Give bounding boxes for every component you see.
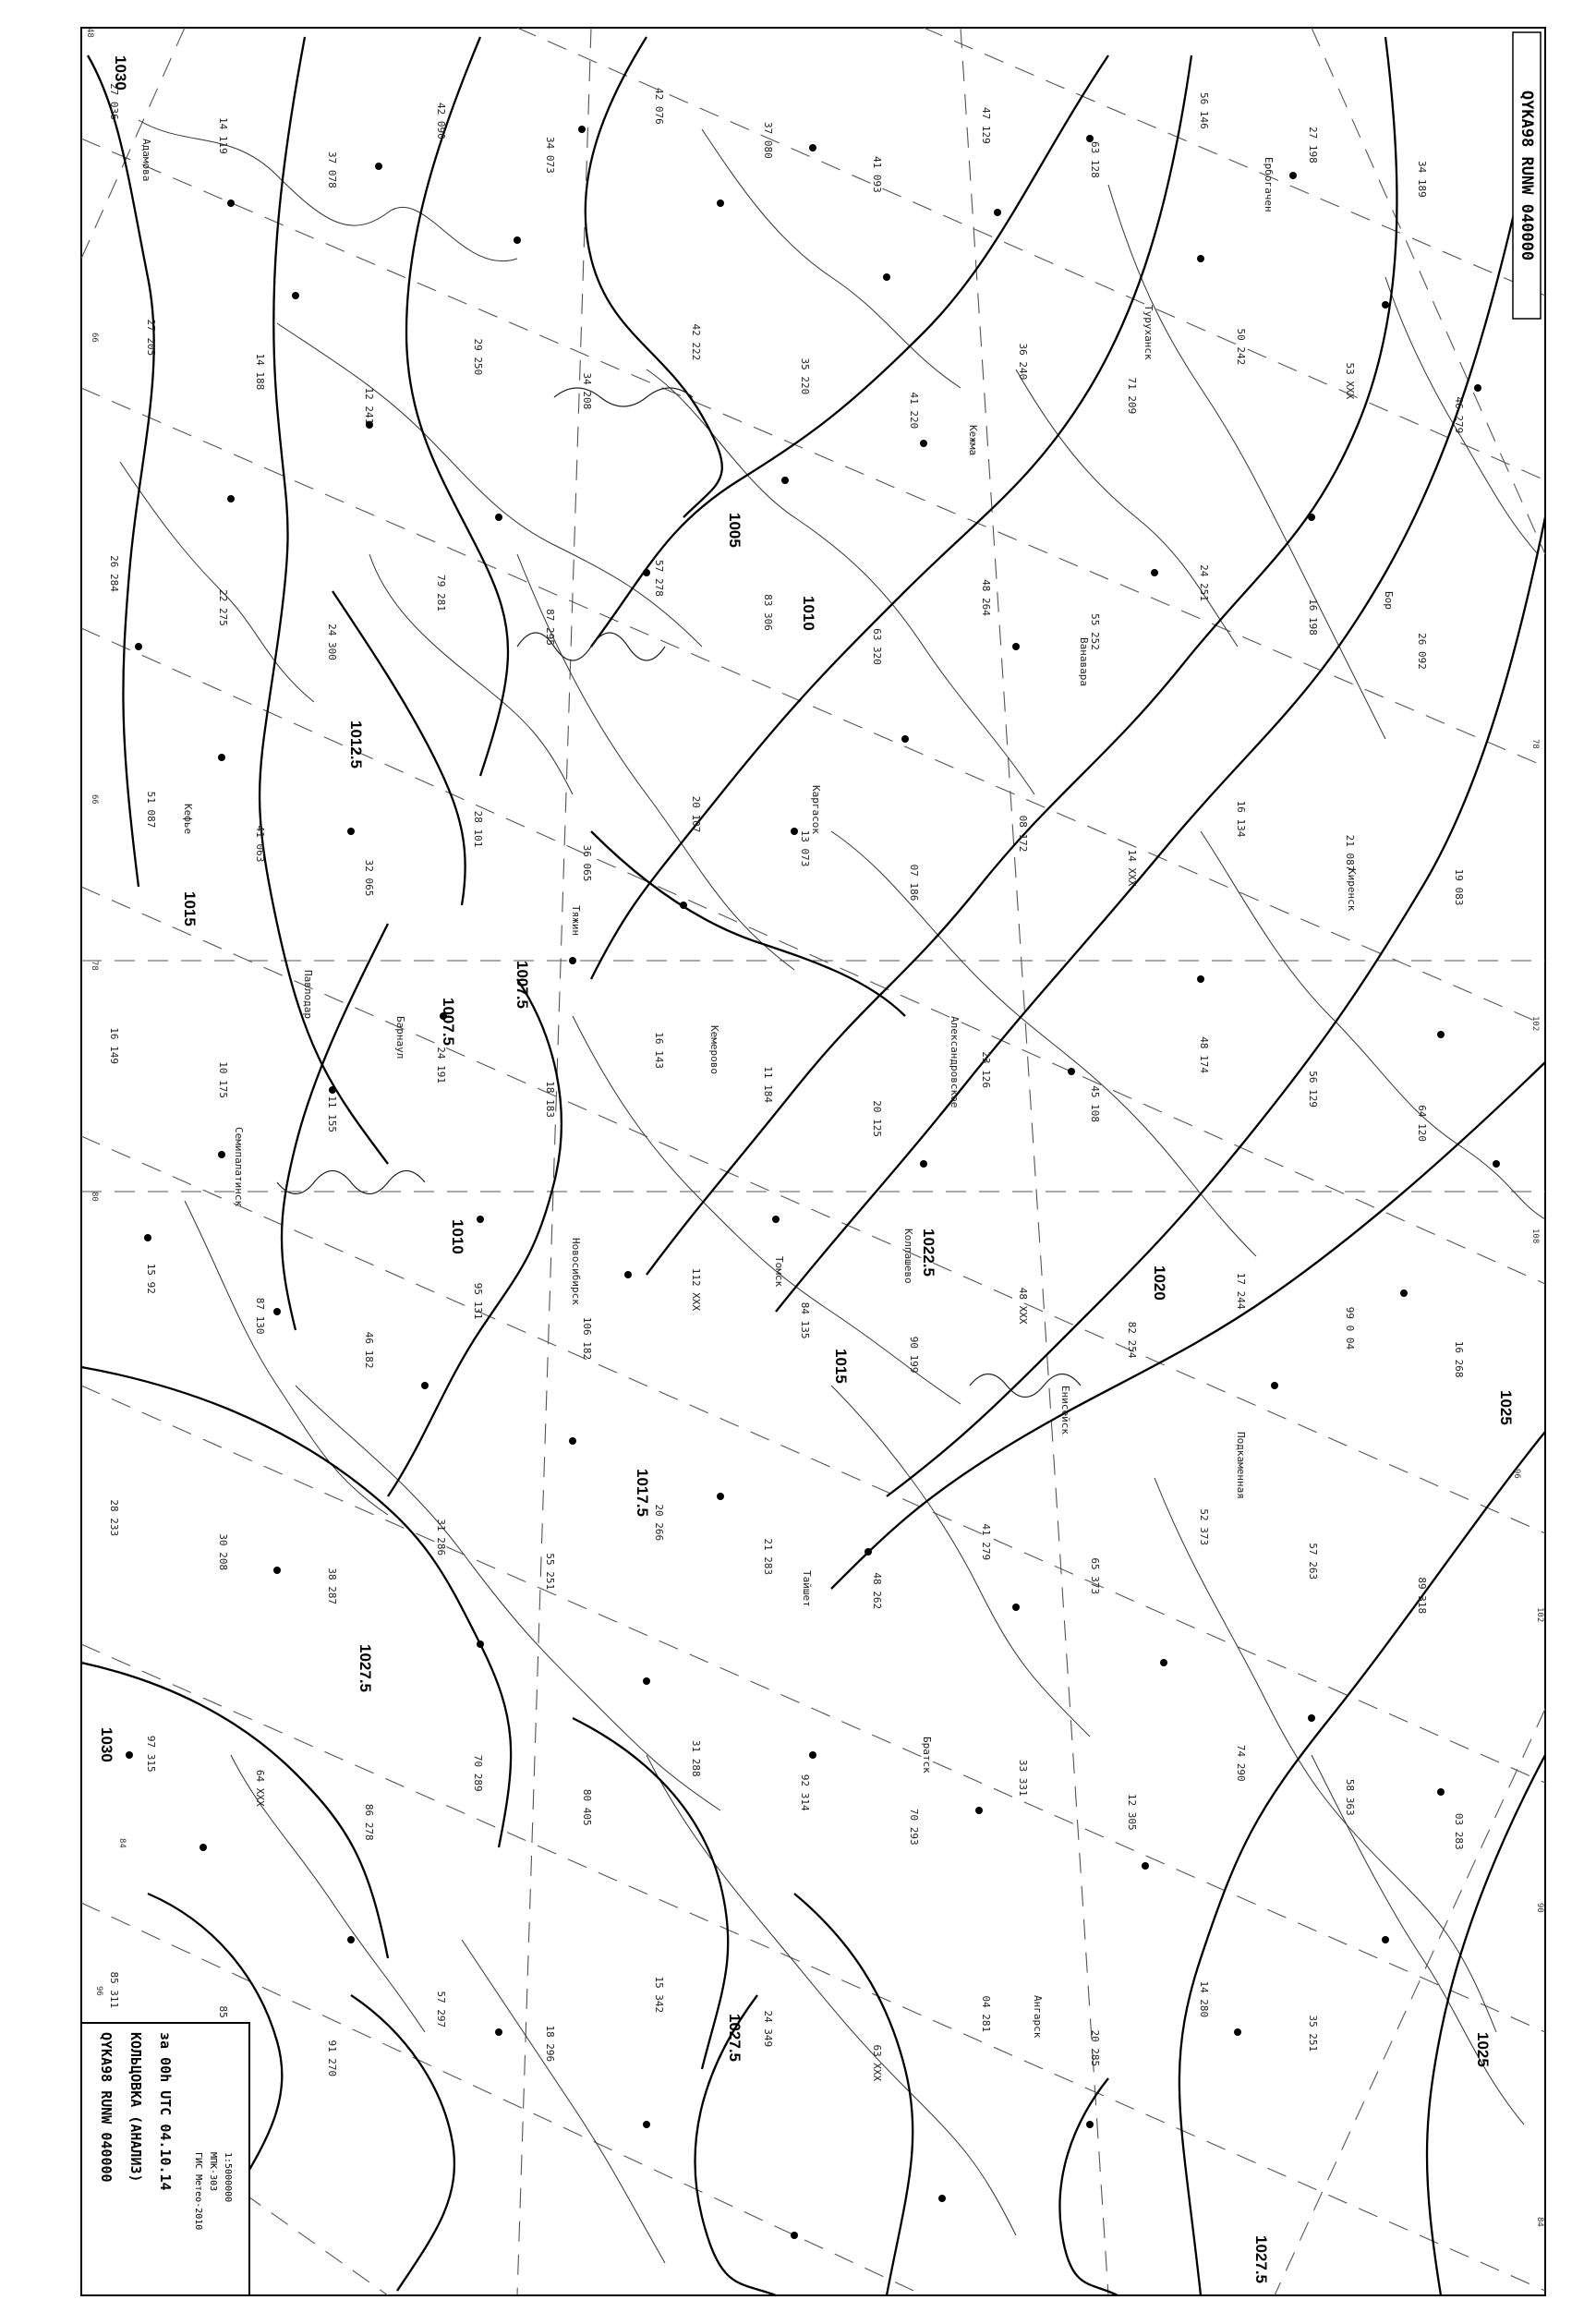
station-code: 41 279 xyxy=(980,1523,992,1561)
station-code: 30 208 xyxy=(217,1533,229,1571)
header-top-code: QYKA98 RUNW 040000 xyxy=(1517,90,1536,261)
station-code: 41 093 xyxy=(871,156,883,193)
station-code: 86 278 xyxy=(363,1803,375,1841)
place-name: Колпашево xyxy=(902,1229,914,1284)
station-code: 28 101 xyxy=(472,810,484,848)
isobar-label: 1017.5 xyxy=(634,1469,651,1517)
station-code: 35 251 xyxy=(1307,2015,1319,2052)
place-name: Ербогачен xyxy=(1263,157,1275,212)
station-code: 14 280 xyxy=(1198,1980,1210,2018)
station-code: 57 263 xyxy=(1307,1543,1319,1580)
station-code: 11 184 xyxy=(762,1066,774,1103)
edge-number: 78 xyxy=(1530,739,1540,749)
station-code: 34 073 xyxy=(544,137,556,174)
isobar-label: 1022.5 xyxy=(920,1229,937,1277)
title-block xyxy=(81,2023,249,2295)
station-code: 91 270 xyxy=(326,2040,338,2077)
station-code: 27 198 xyxy=(1307,127,1319,163)
station-code: 99 0 04 xyxy=(1344,1306,1356,1350)
station-code: 53 XXX xyxy=(1344,362,1356,400)
station-code: 19 083 xyxy=(1453,868,1465,906)
station-code: 70 293 xyxy=(908,1808,920,1846)
isobar-label: 1012.5 xyxy=(347,720,365,769)
isobar-label: 1027.5 xyxy=(357,1644,374,1692)
station-code: 31 288 xyxy=(690,1739,702,1777)
station-code: 56 129 xyxy=(1307,1071,1319,1108)
edge-number: 102 xyxy=(1535,1607,1544,1623)
station-code: 20 266 xyxy=(653,1504,665,1542)
station-code: 21 087 xyxy=(1344,834,1356,872)
station-code: 38 287 xyxy=(326,1568,338,1605)
station-code: 74 290 xyxy=(1235,1744,1247,1782)
place-name: Барнаул xyxy=(394,1016,406,1059)
station-code: 58 363 xyxy=(1344,1778,1356,1816)
place-name: Подкаменная xyxy=(1235,1432,1247,1499)
place-name: Павлодар xyxy=(302,970,314,1019)
place-name: Новосибирск xyxy=(570,1238,582,1305)
isobar-label: 1027.5 xyxy=(1252,2235,1270,2283)
station-code: 42 090 xyxy=(435,103,447,139)
station-markers xyxy=(126,126,1500,2239)
station-code: 26 092 xyxy=(1416,633,1428,670)
station-code: 41 220 xyxy=(908,392,920,430)
station-code: 47 129 xyxy=(980,107,992,144)
place-name: Кефье xyxy=(182,804,194,835)
place-name: Кемерово xyxy=(708,1025,720,1074)
station-code: 48 264 xyxy=(980,579,992,616)
map-text-layer xyxy=(85,28,1544,2283)
station-code: 10 175 xyxy=(217,1061,229,1098)
station-code: 14 XXX xyxy=(1126,849,1138,887)
map-frame xyxy=(81,28,1545,2295)
edge-number: 66 xyxy=(90,333,99,343)
station-code: 03 283 xyxy=(1453,1812,1465,1850)
title-meta-2: 1:5000000 xyxy=(223,2152,233,2203)
header-top-box xyxy=(1513,32,1541,319)
station-code: 92 314 xyxy=(799,1773,811,1811)
isobar-label: 1027.5 xyxy=(726,2014,744,2062)
place-name: Ангарск xyxy=(1032,1995,1044,2039)
place-name: Кежма xyxy=(967,425,979,456)
station-code: 29 250 xyxy=(472,338,484,376)
station-code: 80 405 xyxy=(581,1788,593,1826)
station-code: 52 373 xyxy=(1198,1508,1210,1546)
station-code: 45 108 xyxy=(1089,1085,1101,1122)
station-code: 35 220 xyxy=(799,357,811,395)
title-meta-0: ГИС Метео-2010 xyxy=(193,2152,203,2231)
station-code: 16 134 xyxy=(1235,800,1247,838)
station-code: 16 143 xyxy=(653,1032,665,1069)
station-code: 12 305 xyxy=(1126,1793,1138,1831)
title-name: КОЛЬЦОВКА (АНАЛИЗ) xyxy=(127,2032,144,2183)
station-code: 27 205 xyxy=(145,319,157,357)
station-code: 16 268 xyxy=(1453,1340,1465,1378)
station-code: 95 131 xyxy=(472,1282,484,1320)
isobar-label: 1025 xyxy=(1497,1390,1515,1425)
station-code: 106 182 xyxy=(581,1316,593,1361)
isobar-label: 1015 xyxy=(832,1349,850,1384)
station-code: 79 281 xyxy=(435,575,447,611)
edge-number: 80 xyxy=(90,1192,99,1202)
station-code: 20 107 xyxy=(690,795,702,833)
station-code: 41 063 xyxy=(254,825,266,863)
station-code: 27 036 xyxy=(108,83,120,120)
station-code: 55 252 xyxy=(1089,613,1101,650)
station-code: 24 191 xyxy=(435,1047,447,1083)
place-name: Адамова xyxy=(140,139,152,182)
station-code: 50 242 xyxy=(1235,328,1247,366)
station-code: 07 186 xyxy=(908,864,920,902)
edge-number: 108 xyxy=(1530,1229,1540,1244)
station-code: 33 331 xyxy=(1017,1759,1029,1797)
place-name: Александровское xyxy=(949,1016,961,1108)
place-name: Братск xyxy=(921,1737,933,1773)
isobar-label: 1010 xyxy=(449,1219,466,1254)
isobar-label: 1025 xyxy=(1474,2032,1492,2067)
station-code: 89 318 xyxy=(1416,1577,1428,1615)
edge-number: 84 xyxy=(1535,2217,1544,2227)
station-code: 82 254 xyxy=(1126,1321,1138,1359)
place-name: Семипалатинск xyxy=(233,1127,245,1207)
station-code: 20 285 xyxy=(1089,2029,1101,2067)
station-code: 87 295 xyxy=(544,609,556,646)
station-code: 48 XXX xyxy=(1017,1287,1029,1325)
station-code: 17 244 xyxy=(1235,1272,1247,1310)
station-code: 16 198 xyxy=(1307,599,1319,636)
graticule xyxy=(81,28,1545,2295)
isobars xyxy=(81,37,1545,2295)
station-code: 71 209 xyxy=(1126,377,1138,415)
isobar-label: 1030 xyxy=(98,1727,115,1762)
station-code: 42 076 xyxy=(653,88,665,125)
station-code: 64 XXX xyxy=(254,1769,266,1807)
station-code: 14 188 xyxy=(254,353,266,391)
station-code: 14 119 xyxy=(217,117,229,154)
edge-number: 66 xyxy=(90,794,99,805)
edge-number: 102 xyxy=(1530,1016,1540,1032)
station-code: 18 183 xyxy=(544,1081,556,1118)
station-code: 26 284 xyxy=(108,555,120,592)
station-code: 51 087 xyxy=(145,791,157,829)
station-code: 11 155 xyxy=(326,1096,338,1132)
station-code: 55 251 xyxy=(544,1553,556,1591)
isobar-label: 1007.5 xyxy=(514,961,531,1009)
place-name: Томск xyxy=(773,1256,785,1288)
station-code: 22 275 xyxy=(217,589,229,626)
station-code: 23 126 xyxy=(980,1051,992,1088)
station-code: 48 262 xyxy=(871,1572,883,1610)
station-code: 90 199 xyxy=(908,1336,920,1374)
station-code: 08 172 xyxy=(1017,815,1029,853)
station-code: 31 286 xyxy=(435,1519,447,1556)
station-code: 32 065 xyxy=(363,859,375,897)
station-code: 15 92 xyxy=(145,1263,157,1294)
station-code: 63 320 xyxy=(871,628,883,665)
station-code: 87 130 xyxy=(254,1297,266,1335)
station-code: 36 065 xyxy=(581,844,593,882)
station-code: 37 078 xyxy=(326,151,338,188)
station-code: 20 125 xyxy=(871,1100,883,1137)
edge-number: 96 xyxy=(94,1986,103,1996)
isobar-label: 1005 xyxy=(726,513,744,548)
isobar-label: 1015 xyxy=(181,891,199,926)
edge-number: 90 xyxy=(1535,1903,1544,1913)
station-code: 16 149 xyxy=(108,1027,120,1064)
title-meta-1: МПК-303 xyxy=(208,2152,218,2192)
edge-number: 48 xyxy=(85,28,94,38)
isobar-label: 1007.5 xyxy=(440,998,457,1046)
title-time: за 00h UTC 04.10.14 xyxy=(157,2032,174,2191)
station-code: 37 080 xyxy=(762,122,774,159)
station-code: 18 296 xyxy=(544,2025,556,2063)
station-code: 57 297 xyxy=(435,1991,447,2028)
place-name: Киренск xyxy=(1346,868,1358,912)
place-name: Тайшет xyxy=(801,1570,813,1607)
station-code: 34 189 xyxy=(1416,161,1428,198)
station-code: 36 240 xyxy=(1017,343,1029,381)
edge-number: 96 xyxy=(1512,1469,1521,1479)
station-code: 42 222 xyxy=(690,323,702,361)
place-name: Енисейск xyxy=(1059,1386,1071,1434)
isobar-label: 1010 xyxy=(800,596,817,631)
station-code: 34 208 xyxy=(581,372,593,410)
place-name: Ванавара xyxy=(1078,637,1090,686)
edge-number: 84 xyxy=(117,1838,127,1848)
station-code: 97 315 xyxy=(145,1735,157,1773)
station-code: 46 279 xyxy=(1453,396,1465,434)
title-code: QYKA98 RUNW 040000 xyxy=(98,2032,115,2183)
station-code: 46 182 xyxy=(363,1331,375,1369)
station-code: 24 349 xyxy=(762,2010,774,2048)
isobar-label: 1020 xyxy=(1151,1265,1168,1301)
station-code: 63 128 xyxy=(1089,141,1101,178)
station-code: 04 281 xyxy=(980,1995,992,2033)
station-code: 85 311 xyxy=(108,1971,120,2009)
station-code: 112 XXX xyxy=(690,1267,702,1312)
station-code: 13 073 xyxy=(799,829,811,867)
station-code: 12 241 xyxy=(363,387,375,425)
station-code: 65 373 xyxy=(1089,1557,1101,1595)
station-code: 28 233 xyxy=(108,1499,120,1537)
station-code: 84 135 xyxy=(799,1301,811,1339)
station-code: 24 300 xyxy=(326,623,338,660)
station-code: 24 251 xyxy=(1198,564,1210,601)
station-code: 48 174 xyxy=(1198,1036,1210,1073)
place-name: Каргасок xyxy=(810,785,822,834)
place-name: Бор xyxy=(1383,591,1395,610)
station-code: 15 342 xyxy=(653,1976,665,2014)
station-code: 56 146 xyxy=(1198,92,1210,129)
edge-number: 78 xyxy=(90,961,99,971)
station-code: 21 283 xyxy=(762,1538,774,1576)
station-code: 63 XXX xyxy=(871,2044,883,2082)
station-code: 57 278 xyxy=(653,560,665,597)
station-code: 64 120 xyxy=(1416,1105,1428,1142)
station-code: 70 289 xyxy=(472,1754,484,1792)
place-name: Туруханск xyxy=(1143,305,1155,360)
isobar-label: 1030 xyxy=(112,55,129,91)
station-code: 83 306 xyxy=(762,594,774,631)
place-name: Тяжин xyxy=(570,905,582,937)
